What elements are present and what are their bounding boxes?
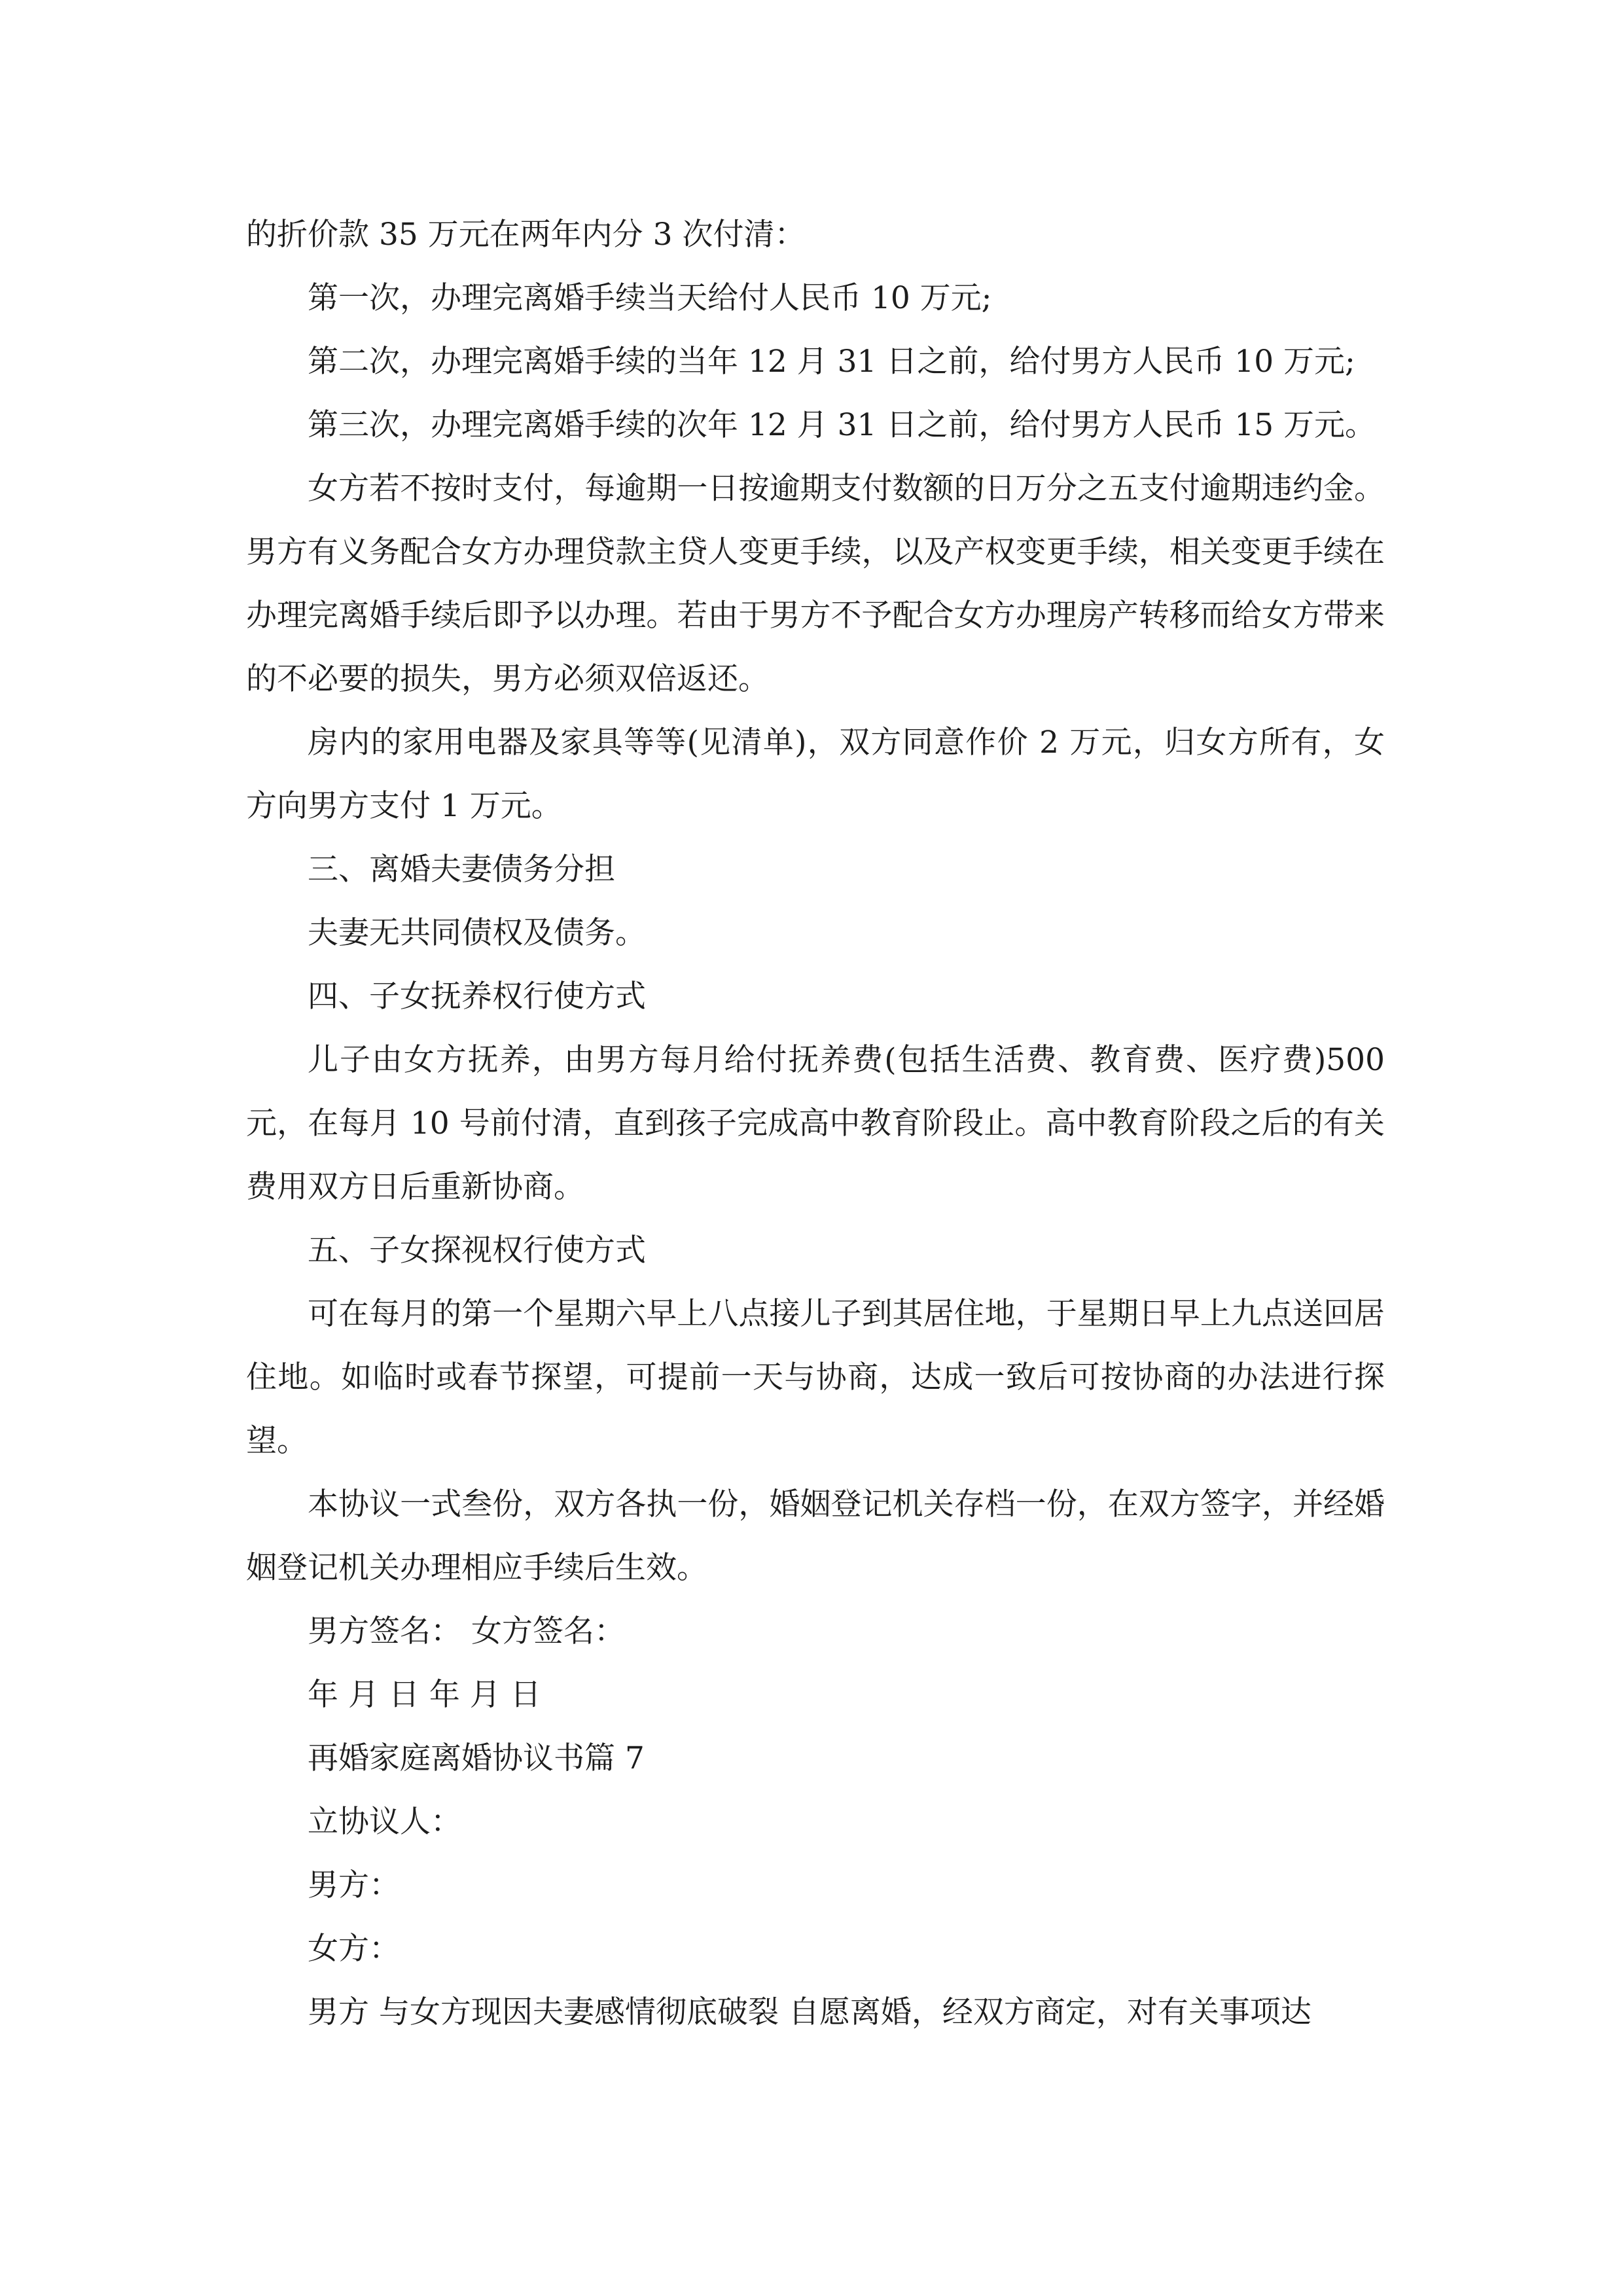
paragraph-visitation: 可在每月的第一个星期六早上八点接儿子到其居住地，于星期日早上九点送回居住地。如临时或春节探望，可提前一天与协商，达成一致后可按协商的办法进行探望。 [246, 1296, 1385, 1459]
heading-visitation: 五、子女探视权行使方式 [308, 1232, 646, 1268]
paragraph-first-payment: 第一次，办理完离婚手续当天给付人民币 10 万元; [308, 280, 992, 316]
signature-line: 男方签名： 女方签名： [308, 1613, 625, 1649]
paragraph-debt: 夫妻无共同债权及债务。 [308, 915, 646, 951]
paragraph-third-payment: 第三次，办理完离婚手续的次年 12 月 31 日之前，给付男方人民币 15 万元。 [308, 407, 1376, 443]
paragraph-agreement-intro: 男方 与女方现因夫妻感情彻底破裂 自愿离婚，经双方商定，对有关事项达 [308, 1994, 1311, 2030]
date-line: 年 月 日 年 月 日 [308, 1677, 541, 1713]
male-party-label: 男方： [308, 1867, 400, 1903]
heading-custody: 四、子女抚养权行使方式 [308, 978, 646, 1014]
paragraph-copies: 本协议一式叁份，双方各执一份，婚姻登记机关存档一份，在双方签字，并经婚姻登记机关办理相应手续后生效。 [246, 1486, 1385, 1586]
paragraph-continuation: 的折价款 35 万元在两年内分 3 次付清： [246, 217, 806, 253]
female-party-label: 女方： [308, 1931, 400, 1967]
section-title: 再婚家庭离婚协议书篇 7 [308, 1740, 645, 1776]
paragraph-appliances: 房内的家用电器及家具等等(见清单)，双方同意作价 2 万元，归女方所有，女方向男方支付 1 万元。 [246, 725, 1385, 824]
document-body [246, 203, 1385, 2044]
paragraph-second-payment: 第二次，办理完离婚手续的当年 12 月 31 日之前，给付男方人民币 10 万元; [308, 344, 1355, 380]
paragraph-late-penalty: 女方若不按时支付，每逾期一日按逾期支付数额的日万分之五支付逾期违约金。男方有义务配合女方办理贷款主贷人变更手续，以及产权变更手续，相关变更手续在 办理完离婚手续后即予以办理。若由于男方不予配合女方办理房产转移而给女方带来的不必要的损失，男方必须双倍返还。 [246, 471, 1385, 697]
paragraph-custody: 儿子由女方抚养，由男方每月给付抚养费(包括生活费、教育费、医疗费)500 元，在每月 10 号前付清，直到孩子完成高中教育阶段止。高中教育阶段之后的有关费用双方日后重新协商。 [246, 1042, 1385, 1205]
parties-label: 立协议人： [308, 1804, 461, 1840]
heading-debt: 三、离婚夫妻债务分担 [308, 852, 615, 888]
